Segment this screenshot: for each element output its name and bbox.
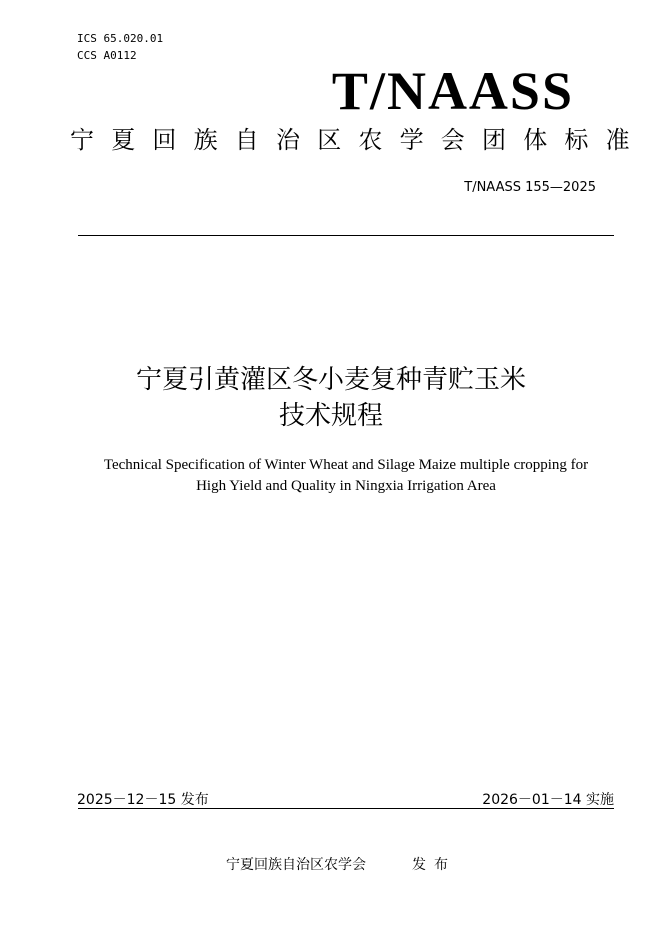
implementation-date: 2026－01－14 实施: [482, 792, 614, 808]
organization-standard-title: 宁夏回族自治区农学会团体标准: [70, 126, 647, 154]
standard-number: T/NAASS 155—2025: [464, 180, 596, 195]
english-title-line-2: High Yield and Quality in Ningxia Irrigation Area: [196, 478, 496, 494]
chinese-title: [0, 362, 662, 434]
top-divider: [78, 235, 614, 236]
english-title-line-1: Technical Specification of Winter Wheat and Silage Maize multiple cropping for: [103, 457, 589, 473]
bottom-divider: [78, 808, 614, 809]
publish-date: 2025－12－15 发布: [77, 792, 209, 808]
issue-label: 发布: [412, 857, 456, 873]
chinese-title-line-2: 技术规程: [278, 401, 383, 431]
ics-code: ICS 65.020.01: [77, 32, 164, 45]
chinese-title-line-1: 宁夏引黄灌区冬小麦复种青贮玉米: [135, 365, 526, 395]
english-title: [40, 455, 652, 497]
standard-logo: T/NAASS: [331, 61, 574, 121]
ccs-code: CCS A0112: [77, 49, 137, 62]
issuing-organization: 宁夏回族自治区农学会: [226, 857, 366, 873]
